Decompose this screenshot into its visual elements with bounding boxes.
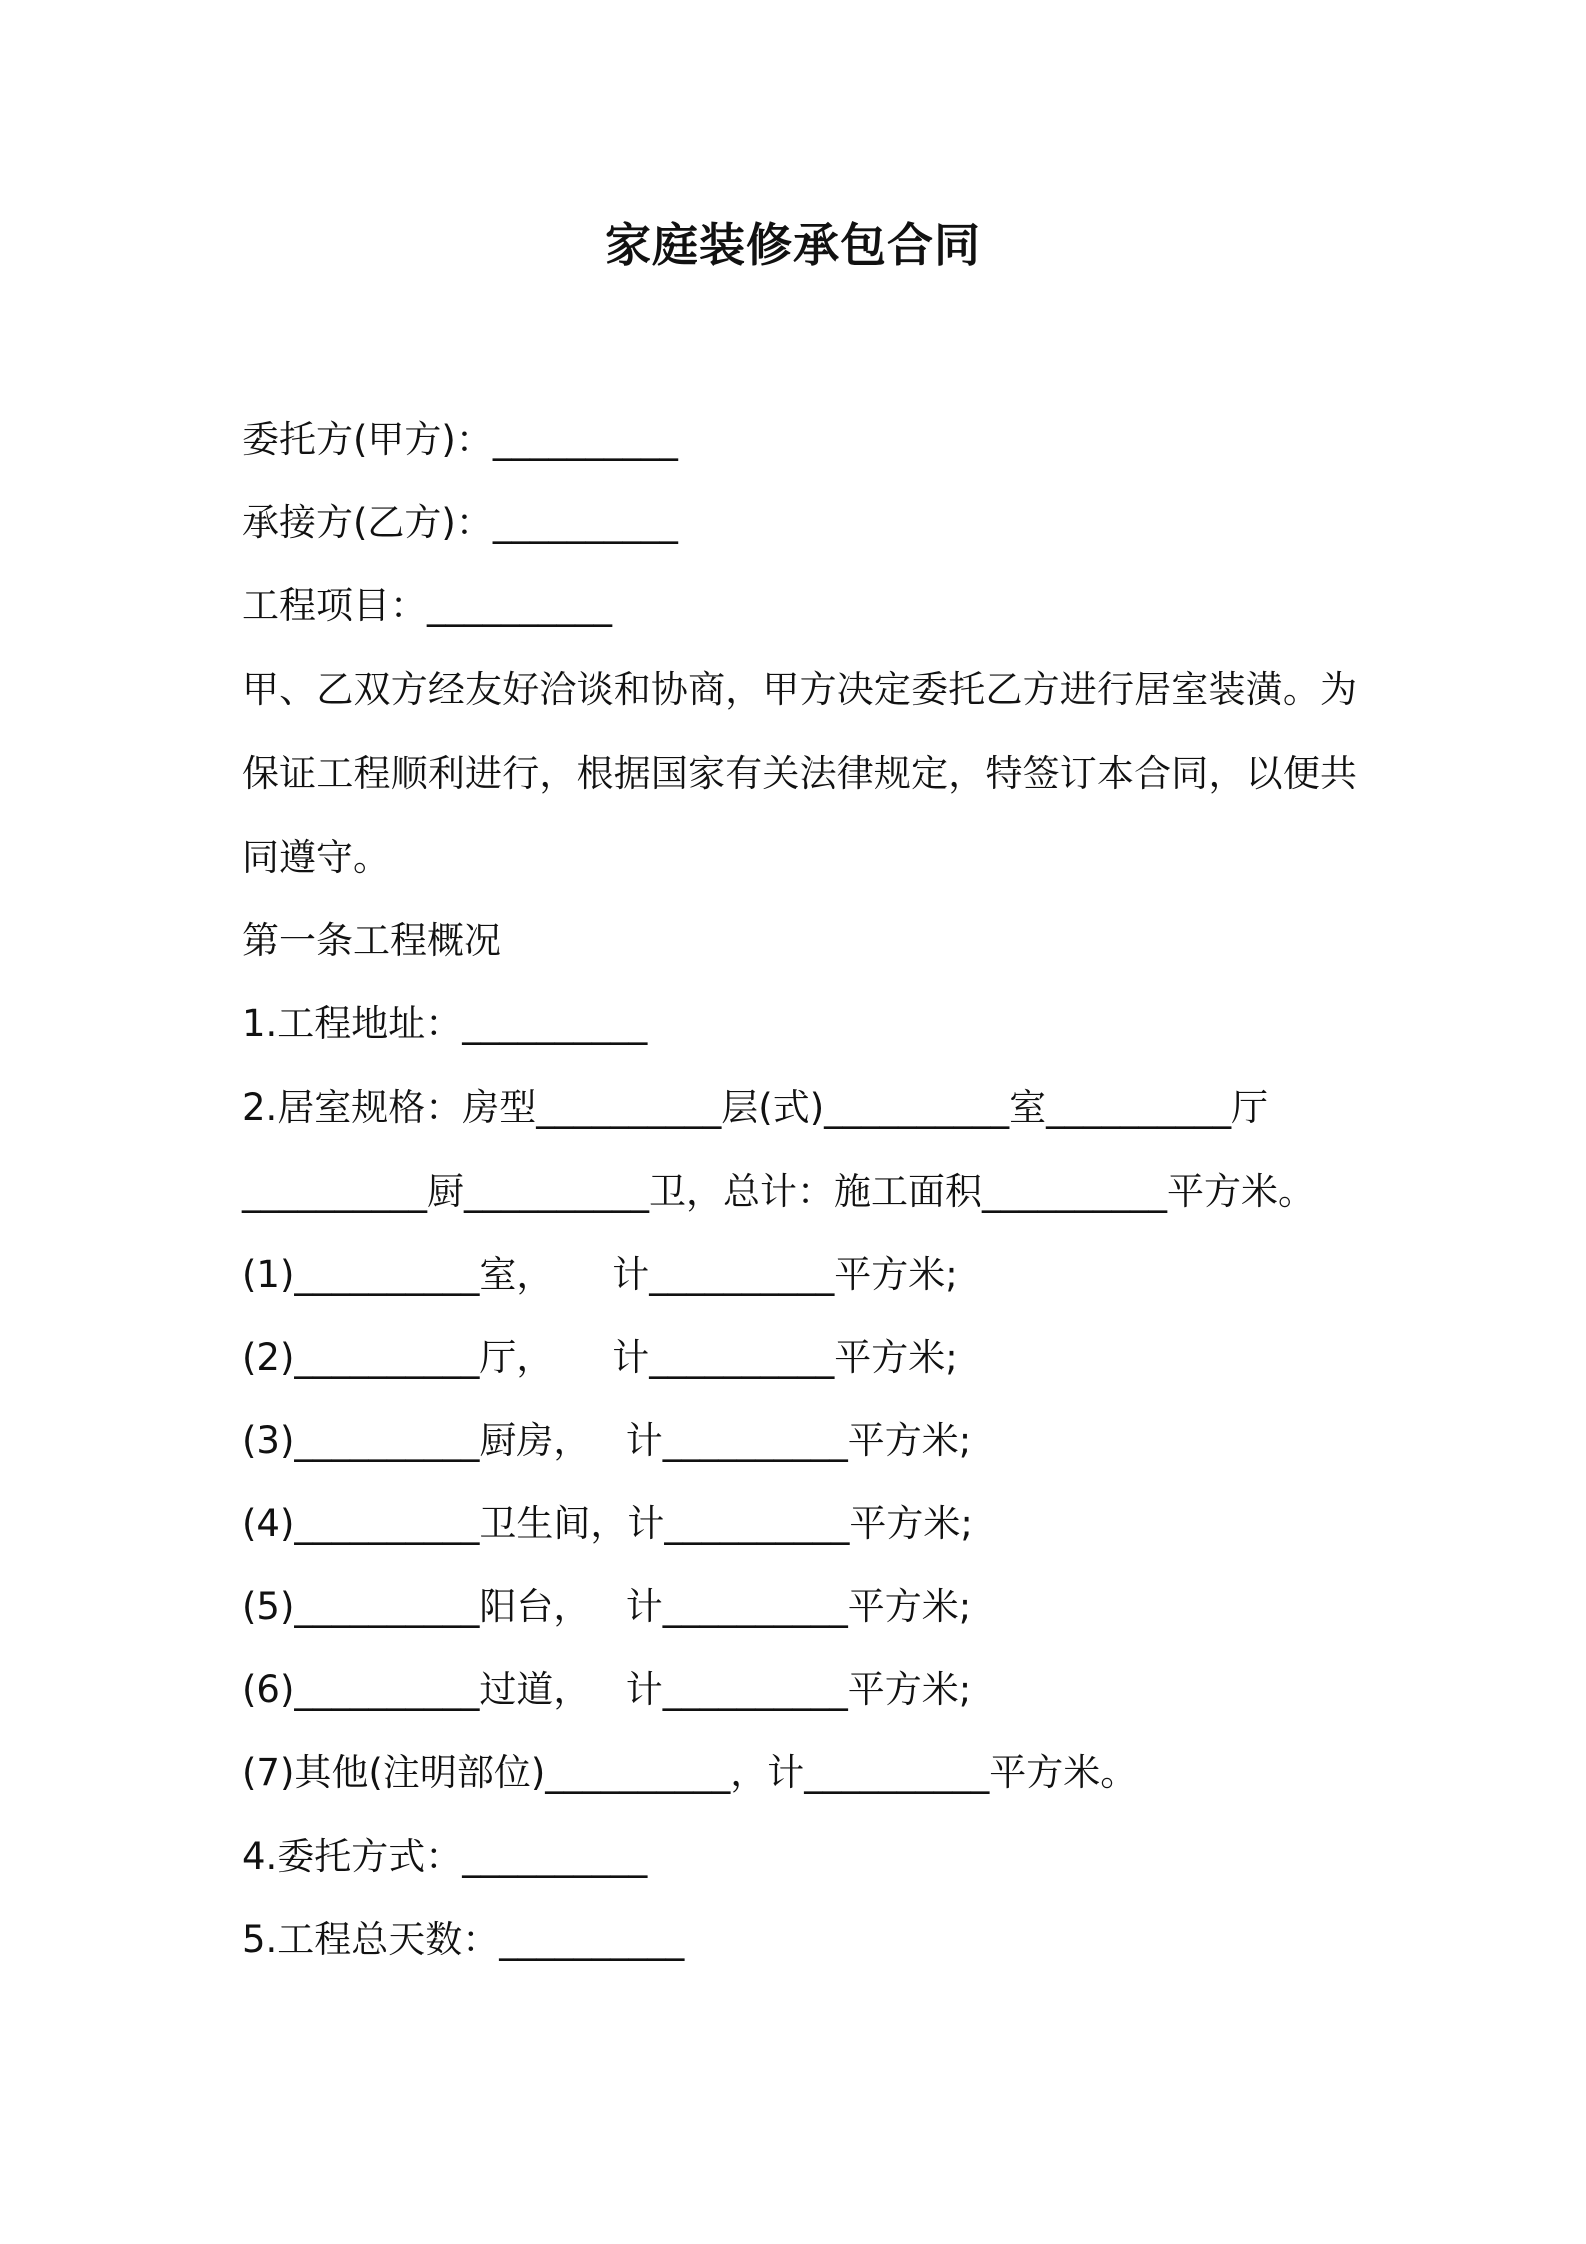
item-total-days: 5.工程总天数：__________ xyxy=(242,1918,685,1961)
item-commission-method: 4.委托方式：__________ xyxy=(242,1835,648,1878)
party-b-line: 承接方(乙方)：__________ xyxy=(242,501,678,544)
party-a-line: 委托方(甲方)：__________ xyxy=(242,418,678,461)
article1-heading: 第一条工程概况 xyxy=(242,919,501,962)
room-item-2: (2)__________厅， 计__________平方米; xyxy=(242,1336,958,1379)
room-item-4: (4)__________卫生间，计__________平方米; xyxy=(242,1502,973,1545)
document-title: 家庭装修承包合同 xyxy=(605,218,981,272)
item-room-spec-line1: 2.居室规格：房型__________层(式)__________室__________厅 xyxy=(242,1086,1269,1129)
intro-paragraph: 甲、乙双方经友好洽谈和协商，甲方决定委托乙方进行居室装潢。为保证工程顺利进行，根据国家有关法律规定，特签订本合同，以便共同遵守。 xyxy=(242,668,1357,879)
room-item-3: (3)__________厨房， 计__________平方米; xyxy=(242,1419,972,1462)
room-item-1: (1)__________室， 计__________平方米; xyxy=(242,1253,958,1296)
room-item-7: (7)其他(注明部位)__________，计__________平方米。 xyxy=(242,1751,1138,1794)
room-item-5: (5)__________阳台， 计__________平方米; xyxy=(242,1585,972,1628)
project-line: 工程项目：__________ xyxy=(242,584,612,627)
item-room-spec-line2: __________厨__________卫，总计：施工面积__________平方米。 xyxy=(242,1170,1315,1213)
room-item-6: (6)__________过道， 计__________平方米; xyxy=(242,1668,972,1711)
item-project-address: 1.工程地址：__________ xyxy=(242,1002,648,1045)
